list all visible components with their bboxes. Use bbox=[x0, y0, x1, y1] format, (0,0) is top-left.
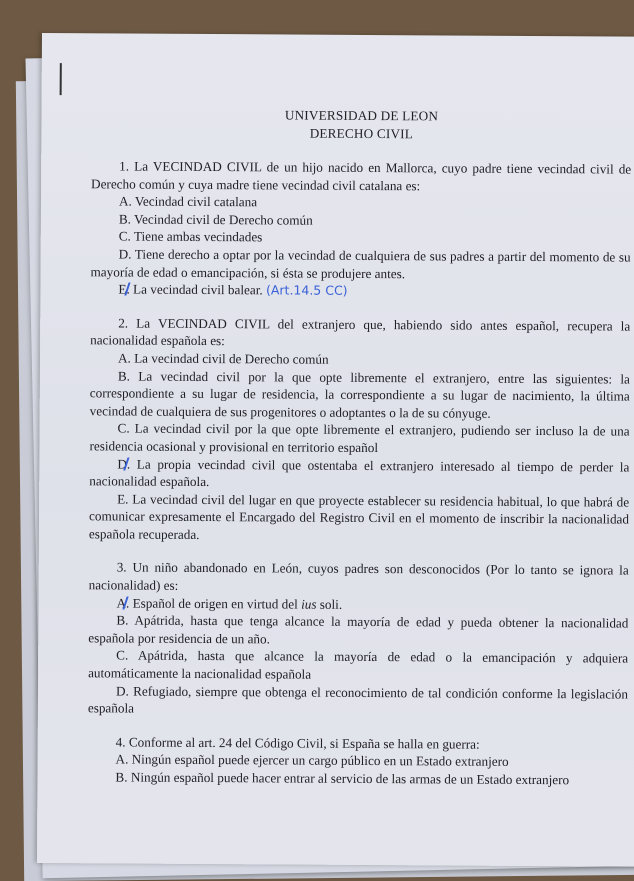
option-a: A. Vecindad civil catalana bbox=[118, 193, 258, 210]
question-4 bbox=[87, 733, 627, 789]
option-e-text: E. La vecindad civil balear. bbox=[118, 281, 263, 298]
binder-mark bbox=[60, 63, 62, 95]
university-title: UNIVERSIDAD DE LEON bbox=[284, 107, 439, 124]
option-d: D. Refugiado, siempre que obtenga el reconocimiento de tal condición conforme la legislación española bbox=[87, 683, 629, 716]
page-content bbox=[87, 105, 631, 789]
option-d: D. Tiene derecho a optar por la vecindad de cualquiera de sus padres a partir del momento de su mayoría de edad o emancipación, si ésta se produjere antes. bbox=[90, 246, 631, 281]
exam-page bbox=[37, 33, 634, 867]
question-3 bbox=[88, 559, 629, 721]
option-b: B. La vecindad civil por la que opte libremente el extranjero, entre las siguientes: la correspondiente a su lugar de residencia, la correspondiente a su lugar de nacimiento, la última vecindad de cualquiera de sus progenitores o adoptantes o la de su cónyuge. bbox=[89, 368, 630, 421]
question-1 bbox=[90, 157, 631, 301]
question-2 bbox=[89, 314, 630, 546]
question-stem: 2. La VECINDAD CIVIL del extranjero que, habiendo sido antes español, recupera la nacionalidad española es: bbox=[90, 315, 631, 349]
option-a-text: A. Español de origen en virtud del bbox=[116, 595, 298, 612]
latin-term: ius bbox=[301, 596, 317, 612]
option-b: B. Ningún español puede hacer entrar al servicio de las armas de un Estado extranjero bbox=[115, 769, 570, 788]
option-a: A. La vecindad civil de Derecho común bbox=[117, 350, 329, 367]
subject-title: DERECHO CIVIL bbox=[309, 125, 414, 142]
option-c: C. La vecindad civil por la que opte libremente el extranjero, pudiendo ser incluso la de una residencia ocasional y provisional en territorio español bbox=[89, 420, 630, 455]
option-c: C. Tiene ambas vecindades bbox=[118, 228, 263, 245]
question-stem: 1. La VECINDAD CIVIL de un hijo nacido en Mallorca, cuyo padre tiene vecindad civil de Derecho común y cuya madre tiene vecindad civil catalana es: bbox=[91, 158, 632, 193]
question-stem: 3. Un niño abandonado en León, cuyos padres son desconocidos (Por lo tanto se ignora la nacionalidad) es: bbox=[88, 559, 629, 593]
option-b: B. Apátrida, hasta que tenga alcance la mayoría de edad y pueda obtener la nacionalidad española por residencia de un año. bbox=[88, 612, 629, 647]
option-e: E. La vecindad civil del lugar en que proyecte establecer su residencia habitual, lo que habrá de comunicar expresamente el Encargado del Registro Civil en el momento de inscribir la nacionalidad española recuperada. bbox=[88, 491, 630, 542]
option-b: B. Vecindad civil de Derecho común bbox=[118, 211, 313, 228]
option-d-text: D. La propia vecindad civil que ostentaba el extranjero interesado al tiempo de perder la nacionalidad española. bbox=[89, 455, 630, 490]
question-stem: 4. Conforme al art. 24 del Código Civil, si España se halla en guerra: bbox=[115, 734, 480, 752]
option-d bbox=[89, 455, 629, 493]
page-header bbox=[91, 105, 631, 144]
latin-term-suffix: soli. bbox=[319, 596, 343, 612]
option-e bbox=[90, 280, 630, 301]
handwritten-annotation: (Art.14.5 CC) bbox=[265, 282, 348, 299]
option-a: A. Ningún español puede ejercer un cargo público en un Estado extranjero bbox=[115, 751, 509, 770]
option-c: C. Apátrida, hasta que alcance la mayoría de edad o la emancipación y adquiera automáticamente la nacionalidad española bbox=[88, 647, 629, 682]
